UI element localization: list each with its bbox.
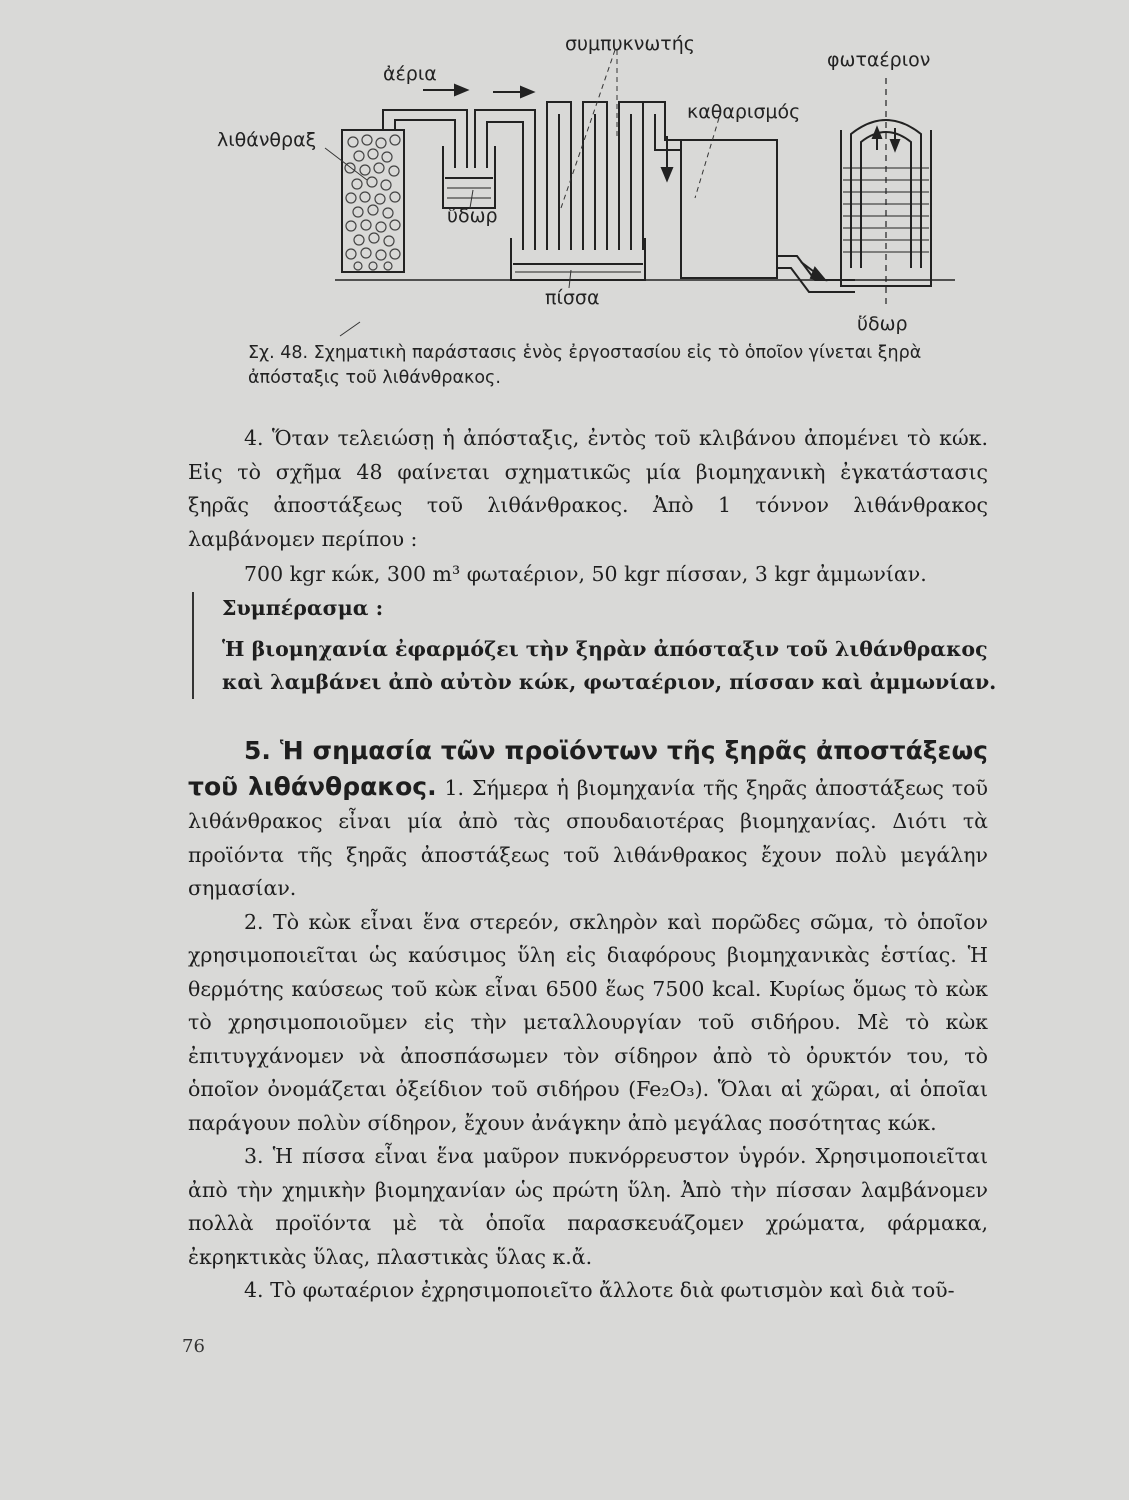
conclusion-box xyxy=(192,592,1022,699)
section-5-paragraph-1 xyxy=(188,734,988,906)
coal-label: λιθάνθραξ xyxy=(217,129,317,151)
gas-pipe-2-inner xyxy=(487,122,523,250)
gases-label: ἀέρια xyxy=(383,63,437,85)
purifier-box xyxy=(681,140,777,278)
paragraph-4-text: 4. Ὅταν τελειώσῃ ἡ ἀπόσταξις, ἐντὸς τοῦ κλιβάνου ἀπομένει τὸ κώκ. Εἰς τὸ σχῆμα 48 φαίνεται σχηματικῶς μία βιομηχανικὴ ἐγκατάστασις ξηρᾶς ἀποστάξεως τοῦ λιθάνθρακος. Ἀπὸ 1 τόννον λιθάνθρακος λαμβάνομεν περίπου : xyxy=(188,426,988,551)
purification-leader xyxy=(695,118,719,198)
section-5-paragraph-3: 3. Ἡ πίσσα εἶναι ἕνα μαῦρον πυκνόρρευστον ὑγρόν. Χρησιμοποιεῖται ἀπὸ τὴν χημικὴν βιομηχανίαν ὡς πρώτη ὕλη. Ἀπὸ τὴν πίσσαν λαμβάνομεν πολλὰ προϊόντα μὲ τὰ ὁποῖα παρασκευάζομεν χρώματα, φάρμακα, ἐκρηκτικὰς ὕλας, πλαστικὰς ὕλας κ.ἄ. xyxy=(188,1144,988,1269)
tar-tank xyxy=(511,238,645,280)
section-5-heading: 5. Ἡ σημασία τῶν προϊόντων τῆς ξηρᾶς ἀποστάξεως τοῦ λιθάνθρακος. xyxy=(188,736,988,801)
figure-caption: Σχ. 48. Σχηματικὴ παράστασις ἑνὸς ἐργοστασίου εἰς τὸ ὁποῖον γίνεται ξηρὰ ἀπόσταξις τοῦ λιθάνθρακος. xyxy=(248,343,922,388)
gas-out-label: φωταέριον xyxy=(827,49,931,71)
coal-leader xyxy=(325,148,367,180)
water-label-2: ὕδωρ xyxy=(857,313,908,335)
gasholder-tank xyxy=(841,130,931,286)
section-5 xyxy=(188,734,988,1308)
conclusion-text: Ἡ βιομηχανία ἐφαρμόζει τὴν ξηρὰν ἀπόσταξιν τοῦ λιθάνθρακος καὶ λαμβάνει ἀπὸ αὐτὸν κώκ, φωταέριον, πίσσαν καὶ ἀμμωνίαν. xyxy=(222,637,997,694)
page-number: 76 xyxy=(182,1336,205,1357)
stray-mark xyxy=(340,322,360,336)
gas-pipe-3 xyxy=(643,102,681,140)
purification-label: καθαρισμός xyxy=(687,101,801,123)
tar-label: πίσσα xyxy=(545,287,600,309)
yield-line: 700 kgr κώκ, 300 m³ φωταέριον, 50 kgr πίσσαν, 3 kgr ἀμμωνίαν. xyxy=(244,562,927,586)
section-5-paragraph-4: 4. Τὸ φωταέριον ἐχρησιμοποιεῖτο ἄλλοτε διὰ φωτισμὸν καὶ διὰ τοῦ- xyxy=(244,1278,955,1302)
water-label-1: ὕδωρ xyxy=(447,205,498,227)
coal-pattern xyxy=(345,135,400,270)
section-5-paragraph-2: 2. Τὸ κὼκ εἶναι ἕνα στερεόν, σκληρὸν καὶ πορῶδες σῶμα, τὸ ὁποῖον χρησιμοποιεῖται ὡς καύσιμος ὕλη εἰς διαφόρους βιομηχανικὰς ἑστίας. Ἡ θερμότης καύσεως τοῦ κὼκ εἶναι 6500 ἕως 7500 kcal. Κυρίως ὅμως τὸ κὼκ τὸ χρησιμοποιοῦμεν εἰς τὴν μεταλλουργίαν τοῦ σιδήρου. Μὲ τὸ κὼκ ἐπιτυγχάνομεν νὰ ἀποσπάσωμεν τὸν σίδηρον ἀπὸ τὸ ὀρυκτόν του, τὸ ὁποῖον ὀνομάζεται ὀξείδιον τοῦ σιδήρου (Fe₂O₃). Ὅλαι αἱ χῶραι, αἱ ὁποῖαι παράγουν πολὺν σίδηρον, ἔχουν ἀνάγκην ἀπὸ μεγάλας ποσότητας κώκ. xyxy=(188,909,988,1135)
section-5-p1-text: 1. Σήμερα ἡ βιομηχανία τῆς ξηρᾶς ἀποστάξεως τοῦ λιθάνθρακος εἶναι μία ἀπὸ τὰς σπουδαιοτέρας βιομηχανίας. Διότι τὰ προϊόντα τῆς ξηρᾶς ἀποστάξεως τοῦ λιθάνθρακος ἔχουν πολὺ μεγάλην σημασίαν. xyxy=(188,775,988,900)
paragraph-4 xyxy=(188,422,988,592)
retort-vessel xyxy=(342,130,404,272)
gas-pipe-2 xyxy=(475,110,535,250)
distillation-plant-figure xyxy=(205,18,985,338)
condenser-label: συμπυκνωτής xyxy=(565,33,695,55)
conclusion-title: Συμπέρασμα : xyxy=(222,596,384,620)
